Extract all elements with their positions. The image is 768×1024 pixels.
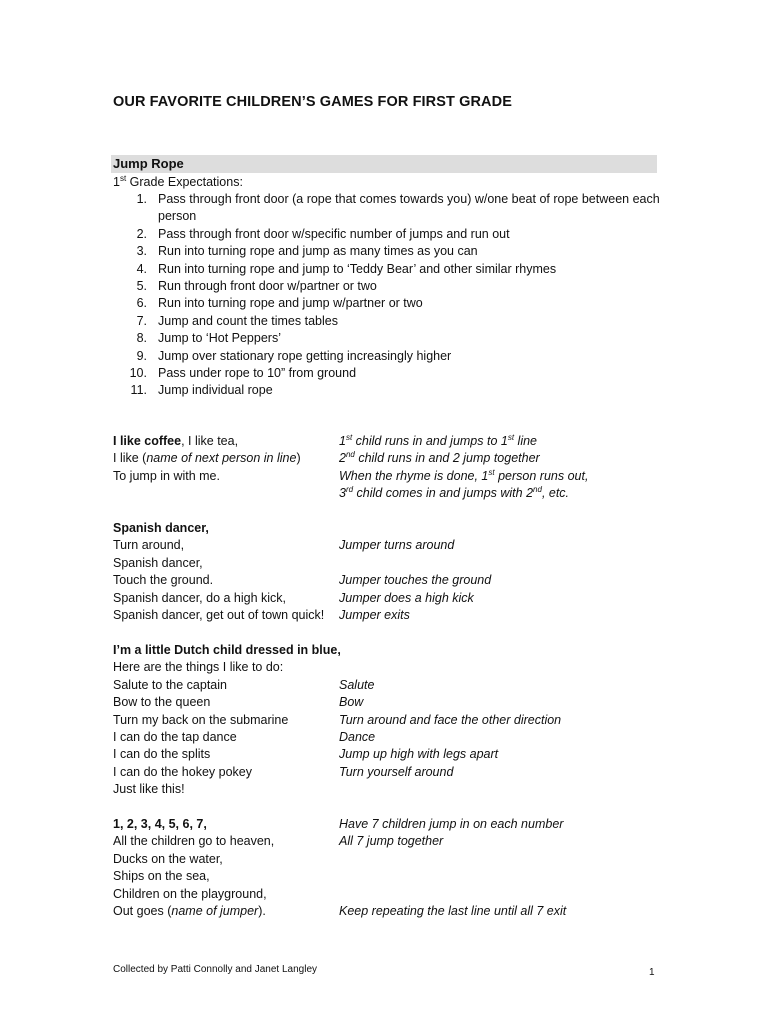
section-header [111, 155, 657, 173]
rhyme-line [113, 781, 673, 798]
rhyme-line [113, 833, 673, 850]
text-run: Spanish dancer, [113, 555, 203, 570]
action-note [339, 764, 453, 781]
rhyme-line [113, 659, 673, 676]
text-run: Jumper touches the ground [339, 573, 492, 588]
text-run: Spanish dancer, [113, 521, 209, 535]
action-note [339, 729, 375, 746]
rhyme-line [113, 642, 673, 659]
action-note [339, 450, 540, 467]
rhyme-text [113, 886, 267, 903]
text-run: ). [258, 903, 266, 918]
text-run: Jump to ‘Hot Peppers’ [158, 331, 281, 346]
action-note [339, 590, 474, 607]
text-run: Here are the things I like to do: [113, 660, 284, 675]
text-run: Turn my back on the submarine [113, 712, 289, 727]
text-run: Jump up high with legs apart [339, 747, 499, 762]
text-run: line [514, 434, 537, 448]
list-item [113, 382, 673, 399]
list-item [113, 348, 673, 365]
text-run: , I like tea, [181, 434, 239, 448]
text-run: Run through front door w/partner or two [158, 279, 377, 294]
rhyme-text [113, 520, 209, 537]
rhyme-text [113, 468, 220, 485]
list-text [158, 383, 273, 397]
text-run: child runs in and 2 jump together [354, 451, 540, 466]
expectations-heading: 1st Grade Expectations: [113, 173, 243, 189]
text-run: Bow to the queen [113, 695, 211, 710]
rhyme-line [113, 520, 673, 537]
list-number: 4. [136, 261, 147, 276]
rhyme-line [113, 555, 673, 572]
list-text [158, 296, 423, 310]
text-run: rd [345, 485, 354, 495]
footer-credit: Collected by Patti Connolly and Janet Langley [113, 964, 318, 975]
text-run: 1 [339, 434, 346, 448]
list-number: 2. [136, 226, 147, 241]
action-note [339, 607, 410, 624]
text-run: Jumper exits [339, 607, 410, 622]
rhyme-line [113, 485, 673, 502]
list-text [158, 331, 281, 345]
rhyme-line [113, 764, 673, 781]
action-note [339, 572, 491, 589]
list-text [158, 366, 356, 380]
list-item [113, 295, 673, 312]
rhyme-line [113, 468, 673, 485]
text-run: Spanish dancer, do a high kick, [113, 590, 287, 605]
text-run: Dance [339, 729, 376, 744]
text-run: Salute [339, 677, 375, 692]
text-run: 3 [339, 486, 346, 501]
list-item [113, 191, 673, 226]
rhyme-text [113, 746, 210, 763]
rhyme-line [113, 572, 673, 589]
text-run: Spanish dancer, get out of town quick! [113, 607, 325, 622]
text-run: Jumper turns around [339, 538, 455, 553]
text-run: I can do the tap dance [113, 729, 237, 744]
text-run: Salute to the captain [113, 677, 227, 692]
rhyme-text [113, 555, 203, 572]
rhyme-text [113, 590, 286, 607]
text-run: Touch the ground. [113, 573, 214, 588]
text-run: Pass through front door (a rope that comes towards you) w/one beat of rope between each person [158, 192, 660, 224]
text-run: Children on the playground, [113, 886, 267, 901]
list-number: 5. [136, 279, 147, 294]
rhyme-line [113, 433, 673, 450]
action-note [339, 433, 537, 450]
text-run: st [507, 432, 515, 442]
text-run: To jump in with me. [113, 468, 220, 483]
action-note [339, 468, 588, 485]
list-item [113, 243, 673, 260]
text-run: I’m a little Dutch child dressed in blue, [113, 643, 341, 657]
action-note [339, 816, 563, 833]
text-run: Turn yourself around [339, 764, 454, 779]
list-number: 6. [136, 296, 147, 311]
list-number: 9. [136, 348, 147, 363]
list-number: 3. [136, 244, 147, 259]
rhyme-text [113, 903, 266, 920]
text-run: child comes in and jumps with 2 [353, 486, 534, 501]
rhyme-text [113, 659, 283, 676]
rhyme-numbers [113, 816, 673, 920]
text-run: name of jumper [171, 903, 259, 918]
text-run: When the rhyme is done, 1 [339, 468, 489, 483]
rhyme-i-like-coffee [113, 433, 673, 503]
text-run: 1, 2, 3, 4, 5, 6, 7, [113, 817, 207, 831]
action-note [339, 712, 561, 729]
rhyme-line [113, 537, 673, 554]
text-run: , etc. [541, 486, 570, 501]
text-run: Run into turning rope and jump to ‘Teddy Bear’ and other similar rhymes [158, 261, 557, 276]
text-run: Have 7 children jump in on each number [339, 817, 564, 831]
rhyme-line [113, 677, 673, 694]
action-note [339, 537, 454, 554]
rhyme-line [113, 868, 673, 885]
rhyme-text [113, 572, 213, 589]
page-number: 1 [649, 967, 655, 978]
action-note [339, 746, 498, 763]
text-run: nd [533, 485, 542, 495]
list-item [113, 365, 673, 382]
text-run: Pass through front door w/specific number of jumps and run out [158, 226, 510, 241]
text-run: I like coffee [113, 434, 182, 448]
rhyme-text [113, 868, 210, 885]
text-run: st [488, 467, 495, 477]
list-item [113, 278, 673, 295]
rhyme-text [113, 729, 237, 746]
rhyme-line [113, 746, 673, 763]
rhyme-line [113, 712, 673, 729]
list-text [158, 227, 510, 241]
list-text [158, 244, 478, 258]
rhyme-text [113, 764, 252, 781]
rhyme-text [113, 781, 185, 798]
text-run: Pass under rope to 10” from ground [158, 366, 357, 381]
rhyme-line [113, 590, 673, 607]
text-run: Jump over stationary rope getting increasingly higher [158, 348, 452, 363]
text-run: Just like this! [113, 782, 185, 797]
text-run: child runs in and jumps to 1 [352, 434, 508, 448]
rhyme-line [113, 729, 673, 746]
text-run: Jumper does a high kick [339, 590, 474, 605]
section-title: Jump Rope [113, 156, 184, 171]
rhyme-dutch-child [113, 642, 673, 799]
text-run: Jump and count the times tables [158, 313, 338, 328]
text-run: Run into turning rope and jump as many times as you can [158, 244, 478, 259]
list-text [158, 279, 377, 293]
rhyme-line [113, 886, 673, 903]
rhyme-line [113, 816, 673, 833]
list-text [158, 349, 451, 363]
text-run: Keep repeating the last line until all 7 exit [339, 903, 567, 918]
text-run: Bow [339, 695, 364, 710]
list-number: 11. [130, 383, 147, 398]
action-note [339, 833, 443, 850]
text-run: Turn around, [113, 538, 185, 553]
list-number: 8. [136, 331, 147, 346]
rhyme-text [113, 433, 238, 450]
list-text [158, 192, 660, 223]
rhyme-text [113, 694, 210, 711]
text-run: 2 [339, 451, 346, 466]
text-run: nd [345, 450, 355, 460]
text-run: Ducks on the water, [113, 851, 223, 866]
text-run: name of next person in line [146, 451, 297, 466]
rhyme-text [113, 642, 341, 659]
list-item [113, 330, 673, 347]
text-run: I can do the hokey pokey [113, 764, 252, 779]
text-run: ) [296, 451, 301, 466]
rhyme-line [113, 450, 673, 467]
rhyme-text [113, 450, 301, 467]
text-run: Run into turning rope and jump w/partner or two [158, 296, 423, 311]
text-run: st [345, 432, 353, 442]
rhyme-spanish-dancer [113, 520, 673, 624]
text-run: I can do the splits [113, 747, 211, 762]
list-item [113, 261, 673, 278]
rhyme-text [113, 833, 274, 850]
action-note [339, 903, 566, 920]
rhyme-text [113, 816, 207, 833]
rhyme-line [113, 607, 673, 624]
list-number: 1. [136, 192, 147, 206]
list-text [158, 314, 338, 328]
rhyme-line [113, 851, 673, 868]
rhyme-line [113, 903, 673, 920]
action-note [339, 485, 569, 502]
list-number: 7. [136, 313, 147, 328]
list-item [113, 313, 673, 330]
text-run: Ships on the sea, [113, 869, 210, 884]
rhyme-line [113, 694, 673, 711]
text-run: Jump individual rope [158, 383, 273, 398]
action-note [339, 694, 363, 711]
rhyme-text [113, 851, 223, 868]
text-run: person runs out, [494, 468, 589, 483]
action-note [339, 677, 374, 694]
expectations-list [113, 191, 673, 400]
text-run: All the children go to heaven, [113, 834, 275, 849]
text-run: Turn around and face the other direction [339, 712, 562, 727]
rhyme-text [113, 607, 324, 624]
list-text [158, 262, 556, 276]
rhyme-text [113, 537, 184, 554]
list-item [113, 226, 673, 243]
rhyme-text [113, 712, 288, 729]
text-run: Out goes ( [113, 903, 172, 918]
text-run: I like ( [113, 451, 147, 466]
text-run: All 7 jump together [339, 834, 444, 849]
list-number: 10. [129, 366, 147, 381]
rhyme-text [113, 677, 227, 694]
page-title: OUR FAVORITE CHILDREN’S GAMES FOR FIRST GRADE [113, 94, 512, 110]
